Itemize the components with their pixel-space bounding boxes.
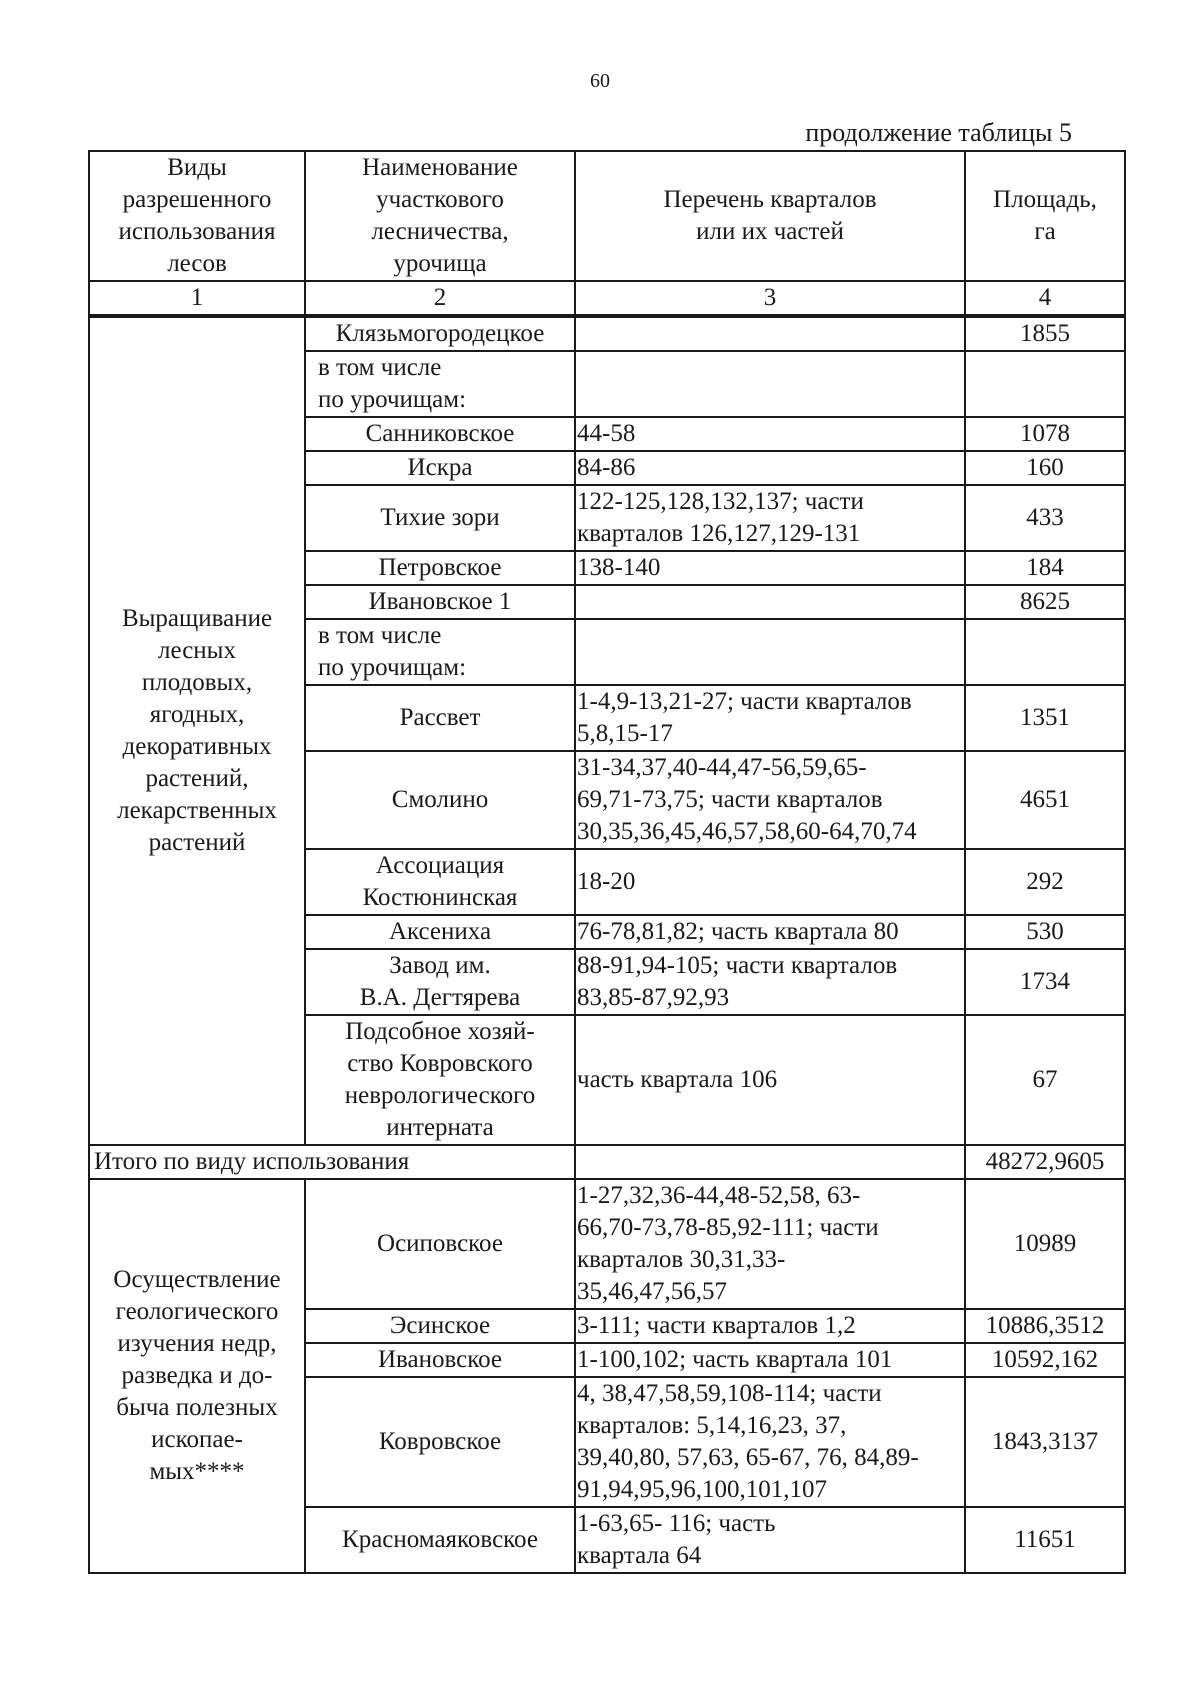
- cell-line: ягодных,: [149, 701, 245, 728]
- cell-line: или их частей: [696, 218, 844, 245]
- cell-line: Красномаяковское: [342, 1526, 538, 1553]
- header-use-type: [89, 151, 305, 281]
- cell-line: мых****: [149, 1458, 245, 1485]
- quarters-cell: [575, 451, 965, 485]
- cell-line: Костюнинская: [362, 884, 518, 911]
- cell-line: неврологического: [344, 1082, 536, 1109]
- cell-line: Искра: [407, 454, 473, 481]
- area-cell: 433: [965, 485, 1125, 551]
- quarters-cell: [575, 585, 965, 619]
- cell-line: 76-78,81,82; часть квартала 80: [577, 918, 899, 945]
- cell-line: ство Ковровского: [347, 1050, 533, 1077]
- table-row: [89, 316, 1125, 351]
- use-type-geology: [89, 1179, 305, 1573]
- area-cell: 184: [965, 551, 1125, 585]
- cell-line: растений,: [145, 765, 249, 792]
- area-cell: 1078: [965, 417, 1125, 451]
- cell-line: по урочищам:: [318, 386, 467, 413]
- total-quarters-empty: [575, 1145, 965, 1179]
- cell-line: Клязьмогородецкое: [335, 320, 545, 347]
- cell-line: 4, 38,47,58,59,108-114; части: [577, 1380, 882, 1407]
- cell-line: Эсинское: [389, 1312, 491, 1339]
- cell-line: 88-91,94-105; части кварталов: [577, 952, 898, 979]
- cell-line: 66,70-73,78-85,92-111; части: [577, 1214, 879, 1241]
- forestry-name-cell: [305, 451, 575, 485]
- forestry-name-cell: [305, 1179, 575, 1309]
- forestry-name-cell: [305, 485, 575, 551]
- cell-line: кварталов 30,31,33-: [577, 1246, 786, 1273]
- cell-line: 35,46,47,56,57: [577, 1278, 727, 1305]
- cell-line: Петровское: [378, 554, 502, 581]
- forestry-name-cell: [305, 585, 575, 619]
- cell-line: декоративных: [122, 733, 272, 760]
- cell-line: Выращивание: [121, 605, 273, 632]
- cell-line: 1-100,102; часть квартала 101: [577, 1346, 893, 1373]
- header-quarters-list: [575, 151, 965, 281]
- use-type-cultivation: [89, 316, 305, 1145]
- cell-line: в том числе: [318, 622, 442, 649]
- area-cell: 8625: [965, 585, 1125, 619]
- quarters-cell: [575, 316, 965, 351]
- cell-line: 69,71-73,75; части кварталов: [577, 786, 883, 813]
- cell-line: изучения недр,: [117, 1330, 277, 1357]
- cell-line: Ковровское: [378, 1428, 502, 1455]
- header-area: [965, 151, 1125, 281]
- area-cell: [965, 351, 1125, 417]
- cell-line: В.А. Дегтярева: [359, 984, 521, 1011]
- area-cell: 10592,162: [965, 1343, 1125, 1377]
- area-cell: 11651: [965, 1507, 1125, 1573]
- forestry-name-cell: [305, 619, 575, 685]
- forestry-name-cell: [305, 351, 575, 417]
- forestry-name-cell: [305, 849, 575, 915]
- quarters-cell: [575, 685, 965, 751]
- cell-line: в том числе: [318, 354, 442, 381]
- cell-line: по урочищам:: [318, 654, 467, 681]
- forestry-name-cell: [305, 551, 575, 585]
- quarters-cell: [575, 849, 965, 915]
- area-cell: 1855: [965, 316, 1125, 351]
- cell-line: лесов: [167, 250, 227, 277]
- quarters-cell: [575, 1343, 965, 1377]
- cell-line: Санниковское: [365, 420, 515, 447]
- quarters-cell: [575, 1377, 965, 1507]
- cell-line: Виды: [167, 154, 227, 181]
- cell-line: 18-20: [577, 868, 636, 895]
- table-row: [89, 1179, 1125, 1309]
- area-cell: [965, 619, 1125, 685]
- quarters-cell: [575, 915, 965, 949]
- cell-line: 1-63,65- 116; часть: [577, 1510, 776, 1537]
- cell-line: 30,35,36,45,46,57,58,60-64,70,74: [577, 818, 917, 845]
- cell-line: Тихие зори: [380, 504, 500, 531]
- total-row: [89, 1145, 1125, 1179]
- header-forestry-name: [305, 151, 575, 281]
- cell-line: Завод им.: [389, 952, 491, 979]
- column-number: 4: [965, 281, 1125, 316]
- quarters-cell: [575, 619, 965, 685]
- total-label: Итого по виду использования: [89, 1145, 575, 1179]
- quarters-cell: [575, 1015, 965, 1145]
- cell-line: 3-111; части кварталов 1,2: [577, 1312, 856, 1339]
- page-number: 60: [590, 70, 610, 92]
- area-cell: 160: [965, 451, 1125, 485]
- forestry-name-cell: [305, 915, 575, 949]
- quarters-cell: [575, 551, 965, 585]
- quarters-cell: [575, 1179, 965, 1309]
- column-number: 3: [575, 281, 965, 316]
- forestry-name-cell: [305, 751, 575, 849]
- cell-line: Перечень кварталов: [663, 186, 877, 213]
- cell-line: геологического: [115, 1298, 279, 1325]
- cell-line: Ивановское: [377, 1346, 503, 1373]
- cell-line: ископае-: [151, 1426, 243, 1453]
- area-cell: 1351: [965, 685, 1125, 751]
- cell-line: 83,85-87,92,93: [577, 984, 730, 1011]
- column-number: 1: [89, 281, 305, 316]
- cell-line: кварталов 126,127,129-131: [577, 520, 861, 547]
- cell-line: 1-4,9-13,21-27; части кварталов: [577, 688, 912, 715]
- cell-line: Осиповское: [377, 1230, 503, 1257]
- cell-line: квартала 64: [577, 1542, 702, 1569]
- quarters-cell: [575, 1309, 965, 1343]
- cell-line: 31-34,37,40-44,47-56,59,65-: [577, 754, 867, 781]
- cell-line: Осуществление: [113, 1266, 281, 1293]
- cell-line: лекарственных: [117, 797, 277, 824]
- cell-line: лесничества,: [371, 218, 509, 245]
- cell-line: 138-140: [577, 554, 661, 581]
- cell-line: Подсобное хозяй-: [345, 1018, 535, 1045]
- table-body: [89, 316, 1125, 1573]
- cell-line: Ивановское 1: [368, 588, 512, 615]
- cell-line: часть квартала 106: [577, 1066, 778, 1093]
- cell-line: Площадь,: [993, 186, 1097, 213]
- cell-line: растений: [148, 829, 246, 856]
- forestry-name-cell: [305, 1309, 575, 1343]
- quarters-cell: [575, 485, 965, 551]
- table-header-row: [89, 151, 1125, 281]
- cell-line: 39,40,80, 57,63, 65-67, 76, 84,89-: [577, 1444, 919, 1471]
- area-cell: 10886,3512: [965, 1309, 1125, 1343]
- cell-line: участкового: [376, 186, 504, 213]
- cell-line: Ассоциация: [375, 852, 505, 879]
- area-cell: 1734: [965, 949, 1125, 1015]
- cell-line: Наименование: [362, 154, 518, 181]
- column-number: 2: [305, 281, 575, 316]
- area-cell: 67: [965, 1015, 1125, 1145]
- forest-use-table: [88, 150, 1126, 1574]
- cell-line: интерната: [386, 1114, 494, 1141]
- forestry-name-cell: [305, 949, 575, 1015]
- cell-line: 5,8,15-17: [577, 720, 673, 747]
- area-cell: 292: [965, 849, 1125, 915]
- forestry-name-cell: [305, 685, 575, 751]
- forestry-name-cell: [305, 316, 575, 351]
- quarters-cell: [575, 351, 965, 417]
- cell-line: быча полезных: [116, 1394, 278, 1421]
- area-cell: 1843,3137: [965, 1377, 1125, 1507]
- quarters-cell: [575, 1507, 965, 1573]
- cell-line: 1-27,32,36-44,48-52,58, 63-: [577, 1182, 861, 1209]
- cell-line: Аксениха: [388, 918, 492, 945]
- quarters-cell: [575, 949, 965, 1015]
- cell-line: разрешенного: [122, 186, 272, 213]
- quarters-cell: [575, 751, 965, 849]
- cell-line: га: [1034, 218, 1056, 245]
- forestry-name-cell: [305, 1015, 575, 1145]
- area-cell: 10989: [965, 1179, 1125, 1309]
- area-cell: 530: [965, 915, 1125, 949]
- cell-line: плодовых,: [141, 669, 253, 696]
- forestry-name-cell: [305, 1507, 575, 1573]
- cell-line: Рассвет: [399, 704, 481, 731]
- cell-line: лесных: [158, 637, 236, 664]
- forestry-name-cell: [305, 1343, 575, 1377]
- quarters-cell: [575, 417, 965, 451]
- cell-line: использования: [118, 218, 276, 245]
- cell-line: урочища: [393, 250, 487, 277]
- column-number-row: [89, 281, 1125, 316]
- table-continuation-caption: продолжение таблицы 5: [805, 118, 1072, 147]
- cell-line: 44-58: [577, 420, 636, 447]
- cell-line: 91,94,95,96,100,101,107: [577, 1476, 827, 1503]
- cell-line: разведка и до-: [121, 1362, 273, 1389]
- forestry-name-cell: [305, 417, 575, 451]
- cell-line: кварталов: 5,14,16,23, 37,: [577, 1412, 847, 1439]
- cell-line: Смолино: [391, 786, 489, 813]
- forestry-name-cell: [305, 1377, 575, 1507]
- cell-line: 84-86: [577, 454, 636, 481]
- area-cell: 4651: [965, 751, 1125, 849]
- cell-line: 122-125,128,132,137; части: [577, 488, 864, 515]
- total-value: 48272,9605: [965, 1145, 1125, 1179]
